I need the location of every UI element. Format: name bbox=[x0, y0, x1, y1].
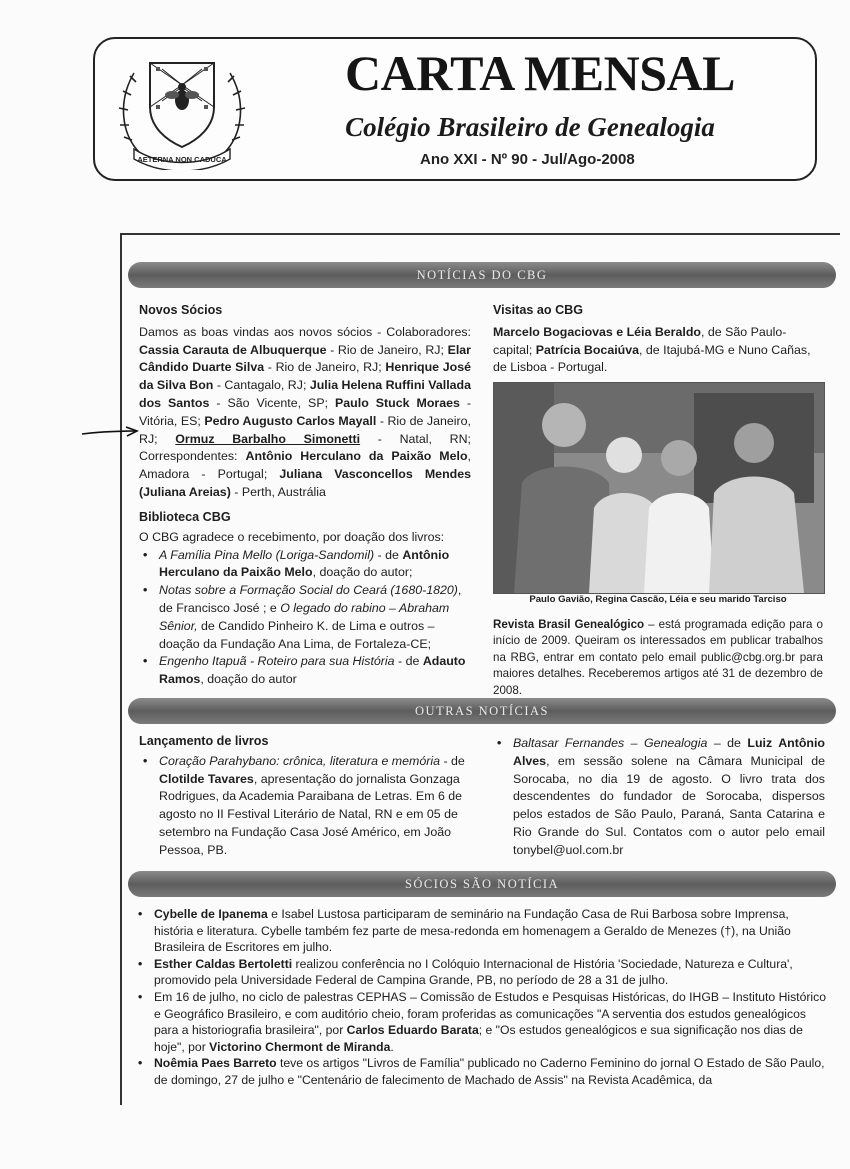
crest-logo bbox=[112, 45, 252, 170]
revista-section: Revista Brasil Genealógico – está programada edição para o início de 2009. Queiram os interessados em publicar trabalhos na RBG, entrar em contato pelo email public@cbg.org.br para maiores detalhes. Receberemos artigos até 31 de dezembro de 2008. bbox=[493, 618, 823, 697]
list-item: • A Família Pina Mello (Loriga-Sandomil) - de Antônio Herculano da Paixão Melo, doação do autor; bbox=[143, 547, 450, 580]
novos-socios-heading: Novos Sócios bbox=[139, 303, 223, 317]
lancamento-section-right bbox=[493, 735, 825, 860]
group-photo bbox=[493, 382, 825, 594]
novos-socios-text: Damos as boas vindas aos novos sócios - Colaboradores: Cassia Carauta de Albuquerque - Rio de Janeiro, RJ; Elar Cândido Duarte Silva - Rio de Janeiro, RJ; Henrique José da Silva Bon - Cantagalo, RJ; Julia Helena Ruffini Vallada dos Santos - São Vicente, SP; Paulo Stuck Moraes - Vitória, ES; Pedro Augusto Carlos Mayall - Rio de Janeiro, RJ; Ormuz Barbalho Simonetti - Natal, RN; Correspondentes: Antônio Herculano da Paixão Melo, Amadora - Portugal; Juliana Vasconcellos Mendes (Juliana Areias) - Perth, Austrália bbox=[139, 324, 472, 499]
visitas-heading: Visitas ao CBG bbox=[493, 303, 584, 317]
list-item: • Engenho Itapuã - Roteiro para sua História - de Adauto Ramos, doação do autor bbox=[143, 654, 466, 687]
biblioteca-heading: Biblioteca CBG bbox=[139, 510, 231, 524]
page-subtitle: Colégio Brasileiro de Genealogia bbox=[345, 112, 715, 142]
lancamento-heading: Lançamento de livros bbox=[139, 734, 269, 748]
list-item: • Coração Parahybano: crônica, literatura e memória - de Clotilde Tavares, apresentação do jornalista Gonzaga Rodrigues, da Academia Paraibana de Letras. Em 6 de agosto no II Festival Literário de Natal, RN e em 05 de setembro na Fundação Casa José Américo, em João Pessoa, PB. bbox=[143, 753, 465, 857]
biblioteca-section bbox=[139, 509, 471, 689]
section-banner-outras: OUTRAS NOTÍCIAS bbox=[128, 698, 836, 724]
list-item: • Em 16 de julho, no ciclo de palestras CEPHAS – Comissão de Estudos e Pesquisas Históricas, do IHGB – Instituto Histórico e Geográfico Brasileiro, e com auditório cheio, foram proferidas as comunicações "A serventia dos estudos genealógicos para a historiografia brasileira", por Carlos Eduardo Barata; e "Os estudos genealógicos e sua significação nos dias de hoje", por Victorino Chermont de Miranda. bbox=[138, 989, 826, 1054]
list-item: • Notas sobre a Formação Social do Ceará (1680-1820), de Francisco José ; e O legado do rabino – Abraham Sênior, de Candido Pinheiro K. de Lima e outros – doação da Fundação Ana Lima, de Fortaleza-CE; bbox=[143, 583, 462, 651]
section-banner-noticias: NOTÍCIAS DO CBG bbox=[128, 262, 836, 288]
crest-motto: AETERNA NON CADUCA bbox=[137, 155, 227, 164]
list-item: • Noêmia Paes Barreto teve os artigos "Livros de Família" publicado no Caderno Feminino do jornal O Estado de São Paulo, de domingo, 27 de julho e "Centenário de falecimento de Machado de Assis" na Revista Acadêmica, da bbox=[138, 1056, 825, 1087]
visitas-section bbox=[493, 302, 823, 377]
biblioteca-intro: O CBG agradece o recebimento, por doação dos livros: bbox=[139, 529, 445, 544]
arrow-icon bbox=[80, 425, 140, 441]
lancamento-section bbox=[139, 733, 471, 860]
photo-caption: Paulo Gavião, Regina Cascão, Léia e seu marido Tarciso bbox=[529, 594, 787, 605]
visitas-text: Marcelo Bogaciovas e Léia Beraldo, de São Paulo-capital; Patrícia Bocaiúva, de Itajubá-MG e Nuno Cañas, de Lisboa - Portugal. bbox=[493, 324, 811, 375]
list-item: • Cybelle de Ipanema e Isabel Lustosa participaram de seminário na Fundação Casa de Rui Barbosa sobre Imprensa, história e literatura. Cybelle também fez parte de mesa-redonda em homenagem a Geraldo de Menezes (†), na União Brasileira de Escritores em julho. bbox=[138, 907, 791, 955]
issue-info: Ano XXI - Nº 90 - Jul/Ago-2008 bbox=[420, 151, 635, 168]
list-item: • Baltasar Fernandes – Genealogia – de Luiz Antônio Alves, em sessão solene na Câmara Municipal de Sorocaba, no dia 19 de agosto. O livro trata dos descendentes do fundador de Sorocaba, dispersos pelos estados de São Paulo, Paraná, Santa Catarina e Rio Grande do Sul. Contatos com o autor pelo email tonybel@uol.com.br bbox=[497, 736, 825, 857]
socios-noticia-section bbox=[134, 906, 828, 1089]
novos-socios-section bbox=[139, 302, 471, 502]
highlighted-member: Ormuz Barbalho Simonetti bbox=[175, 431, 361, 446]
page-title: CARTA MENSAL bbox=[345, 45, 735, 101]
section-banner-socios: SÓCIOS SÃO NOTÍCIA bbox=[128, 871, 836, 897]
list-item: • Esther Caldas Bertoletti realizou conferência no I Colóquio Internacional de História 'Sociedade, Natureza e Cultura', promovido pela Universidade Federal de Campina Grande, PB, no período de 28 a 31 de julho. bbox=[138, 956, 793, 988]
